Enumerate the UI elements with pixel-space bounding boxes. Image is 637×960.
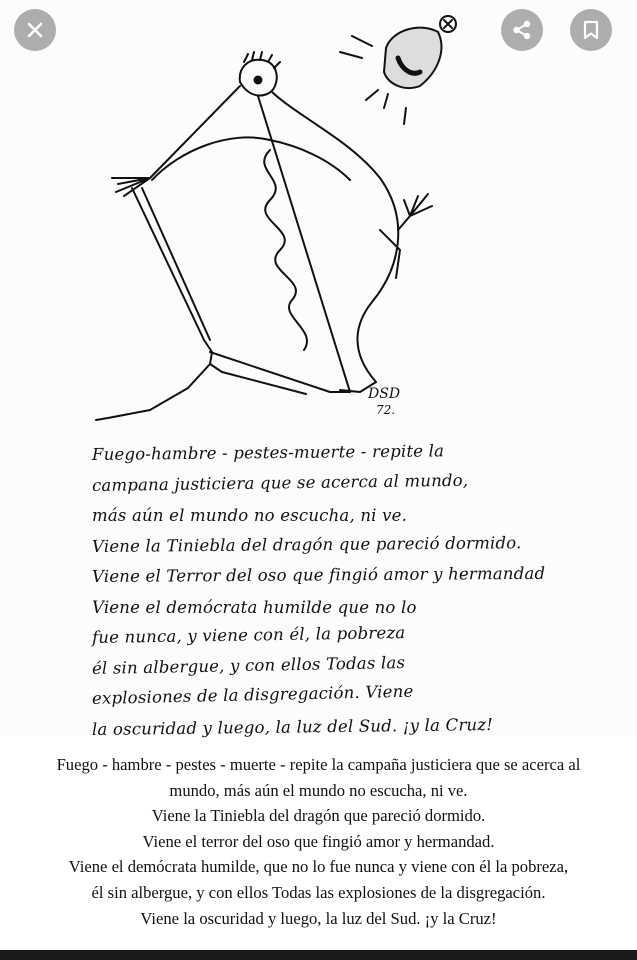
drawing-signature-year: 72. [376, 403, 396, 417]
bookmark-icon [582, 20, 600, 40]
serpent-line [264, 150, 307, 350]
figure-staff [132, 188, 204, 340]
figure-arm-left [150, 86, 240, 178]
close-icon [26, 21, 44, 39]
bell-icon [384, 28, 441, 88]
handwritten-line: Viene la Tiniebla del dragón que pareció dormido. [91, 532, 522, 556]
transcription-line: Viene la oscuridad y luego, la luz del Sud. ¡y la Cruz! [140, 908, 497, 928]
handwritten-line: explosiones de la disgregación. Viene [91, 681, 414, 708]
transcription-line: Viene la Tiniebla del dragón que pareció dormido. [151, 806, 486, 826]
transcription-line: Viene el demócrata humilde, que no lo fue nunca y viene con él la pobreza, [68, 857, 569, 877]
handwritten-line: campana justiciera que se acerca al mundo, [91, 470, 469, 495]
transcription-line: mundo, más aún el mundo no escucha, ni ve. [169, 780, 468, 800]
bookmark-button[interactable] [570, 9, 612, 51]
share-icon [511, 19, 533, 41]
handwritten-line: él sin albergue, y con ellos Todas las [91, 652, 406, 678]
ink-drawing [0, 0, 637, 430]
transcription-line: él sin albergue, y con ellos Todas las explosiones de la disgregación. [91, 882, 546, 902]
share-button[interactable] [501, 9, 543, 51]
transcription-text [0, 752, 637, 931]
handwritten-line: Fuego-hambre - pestes-muerte - repite la [91, 441, 445, 464]
close-button[interactable] [14, 9, 56, 51]
handwritten-line: Viene el Terror del oso que fingió amor y hermandad [91, 563, 546, 586]
handwritten-line: la oscuridad y luego, la luz del Sud. ¡y la Cruz! [91, 714, 494, 739]
handwritten-line: fue nunca, y viene con él, la pobreza [91, 623, 406, 647]
transcription-line: Fuego - hambre - pestes - muerte - repite la campaña justiciera que se acerca al [56, 755, 581, 774]
transcription-line: Viene el terror del oso que fingió amor y hermandad. [142, 831, 495, 851]
handwritten-line: Viene el demócrata humilde que no lo [92, 597, 417, 617]
bottom-edge-bar [0, 950, 637, 960]
handwritten-text [92, 440, 552, 745]
handwritten-line: más aún el mundo no escucha, ni ve. [92, 506, 408, 525]
drawing-signature: DSD [368, 386, 401, 402]
